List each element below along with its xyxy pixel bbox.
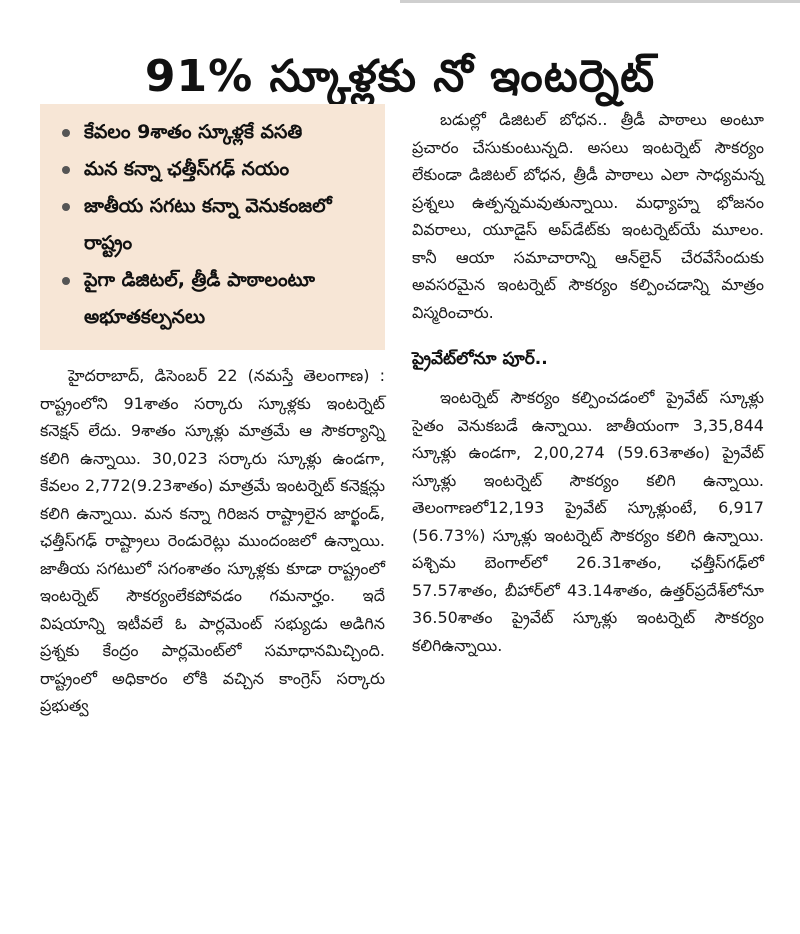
highlight-item bbox=[60, 151, 377, 188]
highlight-item bbox=[60, 262, 377, 336]
bullet-icon bbox=[62, 129, 70, 137]
highlight-item bbox=[60, 188, 377, 262]
right-column bbox=[412, 106, 764, 659]
left-column bbox=[40, 362, 385, 720]
highlight-text: జాతీయ సగటు కన్నా వెనుకంజలో రాష్ట్రం bbox=[84, 195, 332, 254]
highlight-text: మన కన్నా ఛత్తీస్‌గఢ్ నయం bbox=[84, 158, 290, 180]
bullet-icon bbox=[62, 203, 70, 211]
top-rule bbox=[400, 0, 800, 3]
body-paragraph: హైదరాబాద్, డిసెంబర్ 22 (నమస్తే తెలంగాణ) : రాష్ట్రంలోని 91శాతం సర్కారు స్కూళ్లకు ఇంటర్నెట్ కనెక్షన్ లేదు. 9శాతం స్కూళ్లు మాత్రమే ఆ సౌకర్యాన్ని కలిగి ఉన్నాయి. 30,023 సర్కారు స్కూళ్లు ఉండగా, కేవలం 2,772(9.23శాతం) మాత్రమే ఇంటర్నెట్ కనెక్షన్లు కలిగి ఉన్నాయి. మన కన్నా గిరిజన రాష్ట్రాలైన జార్ఖండ్, ఛత్తీస్‌గఢ్ రాష్ట్రాలు రెండురెట్లు ముందంజలో ఉన్నాయి. జాతీయ సగటులో సగంశాతం స్కూళ్లకు కూడా రాష్ట్రంలో ఇంటర్నెట్ సౌకర్యంలేకపోవడం గమనార్హం. ఇదే విషయాన్ని ఇటీవలే ఓ పార్లమెంట్ సభ్యుడు అడిగిన ప్రశ్నకు కేంద్రం పార్లమెంట్‌లో సమాధానమిచ్చింది. రాష్ట్రంలో అధికారం లోకి వచ్చిన కాంగ్రెస్ సర్కారు ప్రభుత్వ bbox=[40, 366, 385, 715]
highlights-box bbox=[40, 104, 385, 350]
highlights-list bbox=[60, 114, 377, 336]
headline: 91% స్కూళ్లకు నో ఇంటర్నెట్ bbox=[144, 51, 656, 103]
highlight-item bbox=[60, 114, 377, 151]
highlight-text: పైగా డిజిటల్, త్రీడీ పాఠాలంటూ అభూతకల్పనలు bbox=[84, 269, 315, 328]
body-paragraph: బడుల్లో డిజిటల్ బోధన.. త్రీడీ పాఠాలు అంటూ ప్రచారం చేసుకుంటున్నది. అసలు ఇంటర్నెట్ సౌకర్యం లేకుండా డిజిటల్ బోధన, త్రీడీ పాఠాలు ఎలా సాధ్యమన్న ప్రశ్నలు ఉత్పన్నమవుతున్నాయి. మధ్యాహ్న భోజనం వివరాలు, యూడైస్ అప్‌డేట్‌కు ఇంటర్నెట్‌యే మూలం. కానీ ఆయా సమాచారాన్ని ఆన్‌లైన్ చేరవేసేందుకు అవసరమైన ఇంటర్నెట్ సౌకర్యం కల్పించడాన్ని మాత్రం విస్మరించారు. bbox=[412, 110, 764, 322]
subheading: ప్రైవేట్‌లోనూ పూర్.. bbox=[412, 349, 548, 369]
bullet-icon bbox=[62, 166, 70, 174]
highlight-text: కేవలం 9శాతం స్కూళ్లకే వసతి bbox=[84, 121, 303, 143]
body-paragraph: ఇంటర్నెట్ సౌకర్యం కల్పించడంలో ప్రైవేట్ స్కూళ్లు సైతం వెనుకబడే ఉన్నాయి. జాతీయంగా 3,35,844 స్కూళ్లు ఉండగా, 2,00,274 (59.63శాతం) ప్రైవేట్ స్కూళ్లు ఇంటర్నెట్ సౌకర్యం కలిగి ఉన్నాయి. తెలంగాణలో12,193 ప్రైవేట్ స్కూళ్లుంటే, 6,917 (56.73%) స్కూళ్లు ఇంటర్నెట్ సౌకర్యం కలిగి ఉన్నాయి. పశ్చిమ బెంగాల్‌లో 26.31శాతం, ఛత్తీస్‌గఢ్‌లో 57.57శాతం, బీహార్‌లో 43.14శాతం, ఉత్తర్‌ప్రదేశ్‌లోనూ 36.50శాతం ప్రైవేట్ స్కూళ్లు ఇంటర్నెట్ సౌకర్యం కలిగిఉన్నాయి. bbox=[412, 388, 764, 655]
bullet-icon bbox=[62, 277, 70, 285]
